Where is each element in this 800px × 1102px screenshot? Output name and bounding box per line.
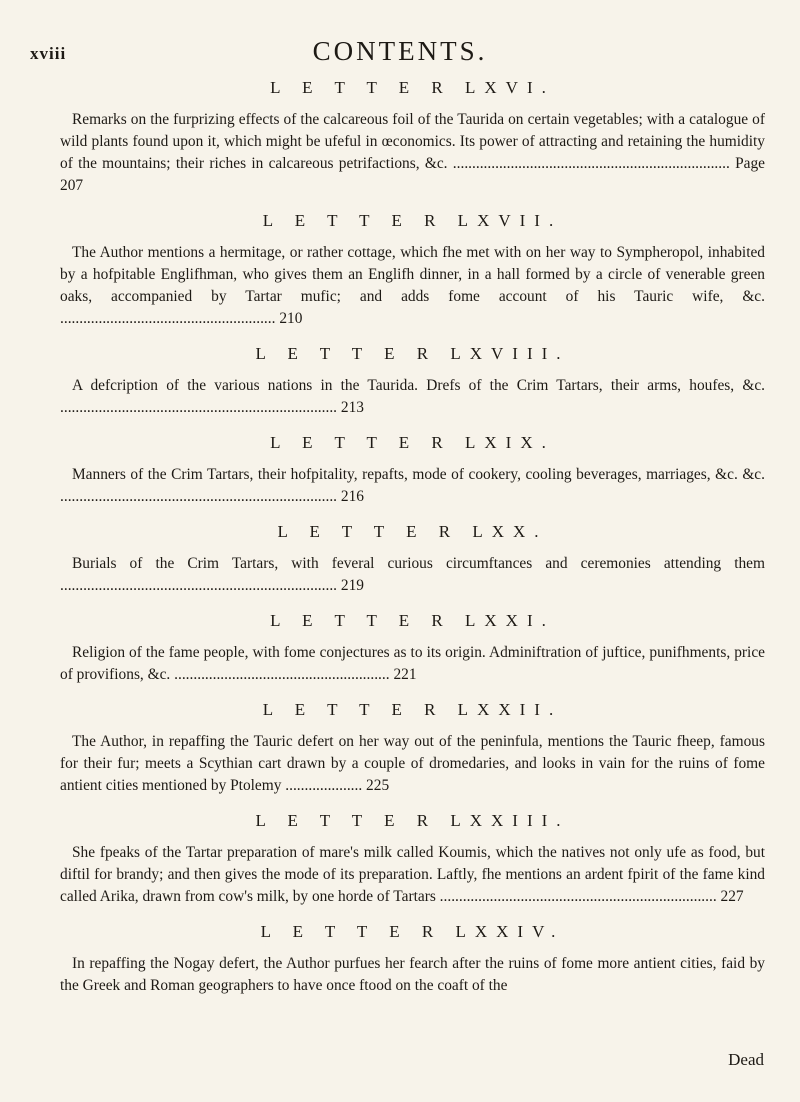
contents-entry bbox=[60, 809, 765, 908]
contents-entry bbox=[60, 609, 765, 686]
letter-summary: She fpeaks of the Tartar preparation of mare's milk called Koumis, which the natives not only ufe as food, but diftil for brandy; and then gives the mode of its preparation. Laftly, fhe mentions an ardent fpirit of the fame kind called Arika, drawn from cow's milk, by one horde of Tartars ........................................................................ 227 bbox=[60, 844, 765, 905]
letter-heading: L E T T E R LXX. bbox=[277, 522, 548, 541]
contents-entry bbox=[60, 698, 765, 797]
letter-summary: Burials of the Crim Tartars, with feveral curious circumftances and ceremonies attending them ........................................................................ 219 bbox=[60, 555, 765, 594]
letter-heading: L E T T E R LXVI. bbox=[270, 78, 555, 97]
letter-summary: The Author, in repaffing the Tauric defert on her way out of the peninfula, mentions the Tauric fheep, famous for their fur; meets a Scythian cart drawn by a couple of dromedaries, and looks in vain for the ruins of fome antient cities mentioned by Ptolemy .................... 225 bbox=[60, 733, 765, 794]
catchword: Dead bbox=[728, 1050, 764, 1069]
page-number: xviii bbox=[30, 44, 67, 63]
letter-summary: Remarks on the furprizing effects of the calcareous foil of the Taurida on certain vegetables; with a catalogue of wild plants found upon it, which might be ufeful in œconomics. Its power of attracting and retaining the humidity of the mountains; their riches in calcareous petrifactions, &c. ........................................................................ Page 207 bbox=[60, 111, 765, 194]
letter-summary: The Author mentions a hermitage, or rather cottage, which fhe met with on her way to Sympheropol, inhabited by a hofpitable Englifhman, who gives them an Englifh dinner, in a hall formed by a circle of venerable green oaks, accompanied by Tartar mufic; and adds fome account of his Tauric wife, &c. ........................................................ 210 bbox=[60, 244, 765, 327]
letter-summary: Religion of the fame people, with fome conjectures as to its origin. Adminiftration of juftice, punifhments, price of provifions, &c. ........................................................ 221 bbox=[60, 644, 765, 683]
running-head: CONTENTS. bbox=[312, 36, 488, 66]
letter-heading: L E T T E R LXVIII. bbox=[255, 344, 570, 363]
letter-heading: L E T T E R LXXII. bbox=[262, 700, 563, 719]
contents-entry bbox=[60, 209, 765, 330]
letter-summary: A defcription of the various nations in the Taurida. Drefs of the Crim Tartars, their arms, houfes, &c. ........................................................................ 213 bbox=[60, 377, 765, 416]
contents-entry bbox=[60, 520, 765, 597]
letter-heading: L E T T E R LXXI. bbox=[270, 611, 555, 630]
letter-summary: Manners of the Crim Tartars, their hofpitality, repafts, mode of cookery, cooling beverages, marriages, &c. &c. ........................................................................ 216 bbox=[60, 466, 765, 505]
contents-entry bbox=[60, 431, 765, 508]
letter-summary: In repaffing the Nogay defert, the Author purfues her fearch after the ruins of fome more antient cities, faid by the Greek and Roman geographers to have once ftood on the coaft of the bbox=[60, 955, 765, 994]
contents-entry bbox=[60, 76, 765, 197]
letter-heading: L E T T E R LXVII. bbox=[262, 211, 563, 230]
letter-heading: L E T T E R LXXIII. bbox=[255, 811, 570, 830]
contents-entry bbox=[60, 920, 765, 997]
contents-list bbox=[60, 76, 765, 1009]
letter-heading: L E T T E R LXXIV. bbox=[260, 922, 565, 941]
letter-heading: L E T T E R LXIX. bbox=[270, 433, 555, 452]
contents-entry bbox=[60, 342, 765, 419]
